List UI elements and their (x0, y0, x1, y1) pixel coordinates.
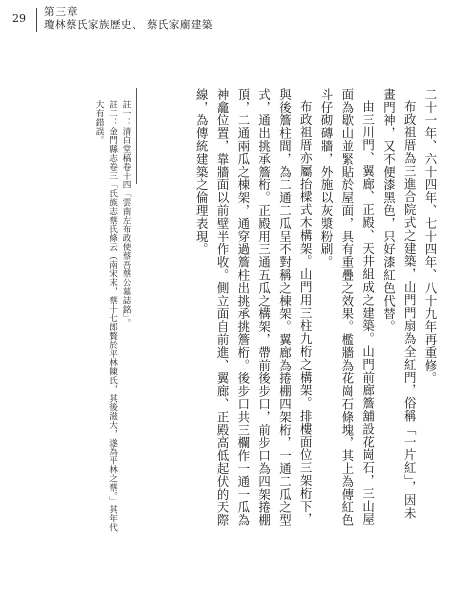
paragraph: 二十一年、六十四年、七十四年、八十九年再重修。 (423, 88, 438, 385)
running-title: 瓊林蔡氏家族歷史、 蔡氏家廟建築 (44, 19, 213, 31)
footnotes (76, 100, 132, 540)
paragraph: 由三川門、翼廊、正殿、天井組成之建築。山門前廊簷舖設花崗石，三山屋面為歇山並緊貼於屋面，具有重疊之效果。檻牆為花崗石條塊，其上為傳紅色斗仔砌磚牆，外施以灰漿粉刷。 (319, 88, 376, 527)
chapter-label: 第三章 (44, 6, 79, 18)
paragraph: 布政祖厝亦屬抬樑式木構架。山門用三柱九桁之構架。排樓面位三架桁下，與後簷柱間，為二通二瓜呈不對稱之棟架。翼廊為捲棚四架桁，一通二瓜之型式，通出挑承簷桁。正殿用三通五瓜之構架，帶前後步口，前步口為四架捲棚頂，二通兩瓜之棟架，通穿過簷柱出挑承挑簷桁。後步口共三欄作一通一瓜為神龕位置，靠牆面以前壁半作收。側立面自前進、翼廊、正殿高低起伏的天際線，為傳統建築之倫理表現。 (194, 88, 314, 527)
paragraph: 布政祖厝為三進合院式之建築，山門門扇為全紅門，俗稱「一片紅」，因未畫門神，又不便漆黑色，只好漆紅色代替。 (381, 88, 418, 520)
footnote: 註二：金門縣志卷三「氏族志蔡氏條云（南宋末，蔡十七郎贅於平林陳氏，其後滋大，遂為平林之蔡。」其年代大有錯誤。 (94, 100, 118, 532)
footnote-rule (136, 88, 137, 184)
footnote: 註一：清白堂稿卷十四「雲南左布政使蔡吾蔡公墓誌銘」。 (121, 100, 131, 328)
running-head (36, 6, 256, 32)
main-text (140, 88, 440, 528)
page-number: 29 (12, 12, 26, 25)
